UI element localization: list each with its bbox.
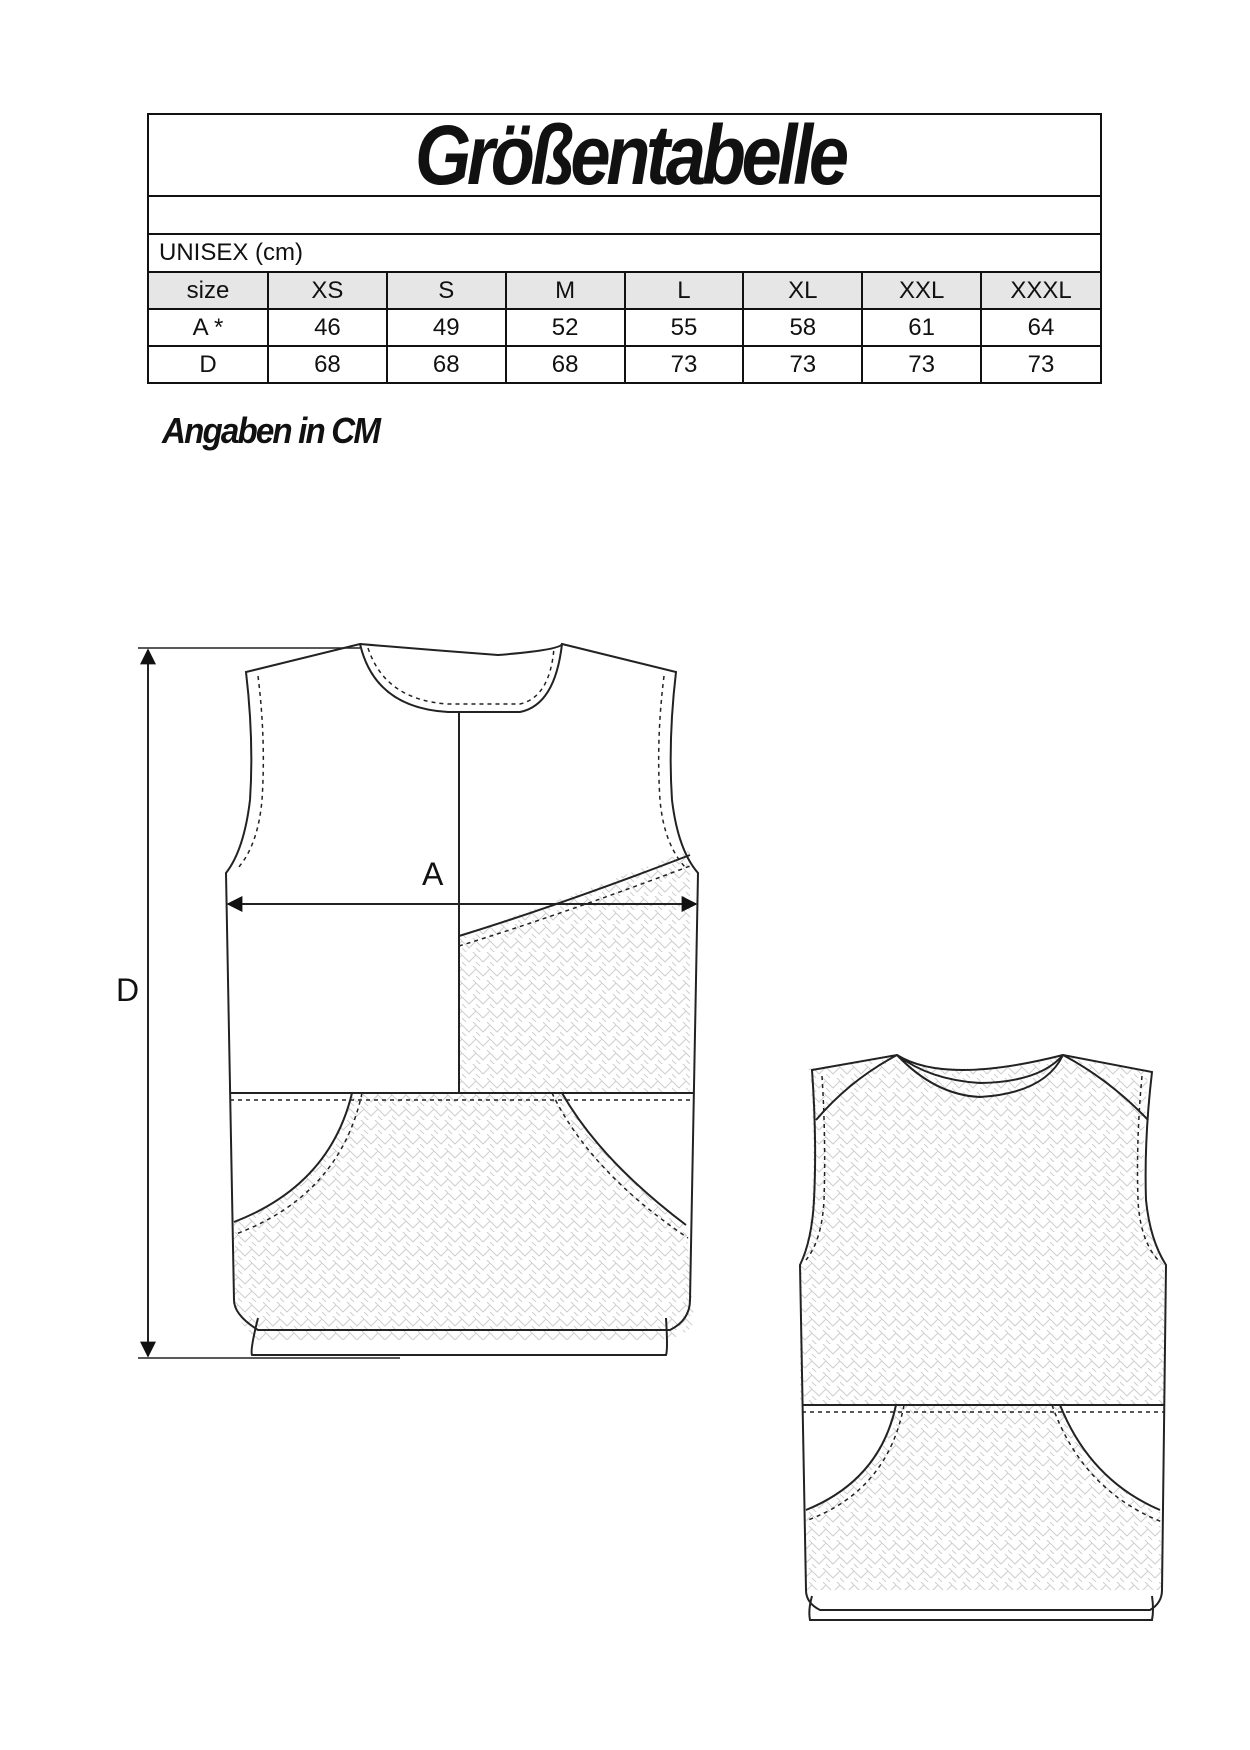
unisex-subtitle: UNISEX (cm) — [149, 235, 1100, 273]
table-cell: 49 — [387, 309, 506, 346]
back-knit-panel-pocket — [806, 1405, 1162, 1590]
table-cell: 68 — [506, 346, 625, 382]
back-view — [800, 1055, 1166, 1620]
header-cell: XXXL — [981, 273, 1100, 309]
table-cell: 52 — [506, 309, 625, 346]
table-cell: 58 — [743, 309, 862, 346]
front-neckline-stitch — [368, 648, 554, 704]
front-knit-panel-right — [459, 850, 690, 1093]
length-dimension-label: D — [116, 972, 140, 1008]
row-label-cell: D — [149, 346, 268, 382]
back-knit-panel-upper — [800, 1055, 1164, 1405]
table-cell: 55 — [625, 309, 744, 346]
header-cell: L — [625, 273, 744, 309]
header-cell: M — [506, 273, 625, 309]
front-neckline — [360, 644, 562, 712]
units-note: Angaben in CM — [162, 410, 380, 451]
header-cell: XS — [268, 273, 387, 309]
header-cell: XL — [743, 273, 862, 309]
header-cell: size — [149, 273, 268, 309]
table-cell: 64 — [981, 309, 1100, 346]
table-cell: 68 — [268, 346, 387, 382]
table-cell: 73 — [743, 346, 862, 382]
back-hem-band — [809, 1596, 1153, 1620]
table-cell: 73 — [625, 346, 744, 382]
width-dimension-label: A — [422, 856, 444, 892]
table-cell: 68 — [387, 346, 506, 382]
front-knit-panel-pocket — [234, 1093, 694, 1340]
table-cell: 46 — [268, 309, 387, 346]
front-view — [138, 644, 698, 1358]
header-cell: S — [387, 273, 506, 309]
header-cell: XXL — [862, 273, 981, 309]
row-label-cell: A * — [149, 309, 268, 346]
size-chart-title: Größentabelle — [414, 108, 845, 202]
table-cell: 61 — [862, 309, 981, 346]
table-cell: 73 — [862, 346, 981, 382]
table-cell: 73 — [1027, 350, 1055, 378]
